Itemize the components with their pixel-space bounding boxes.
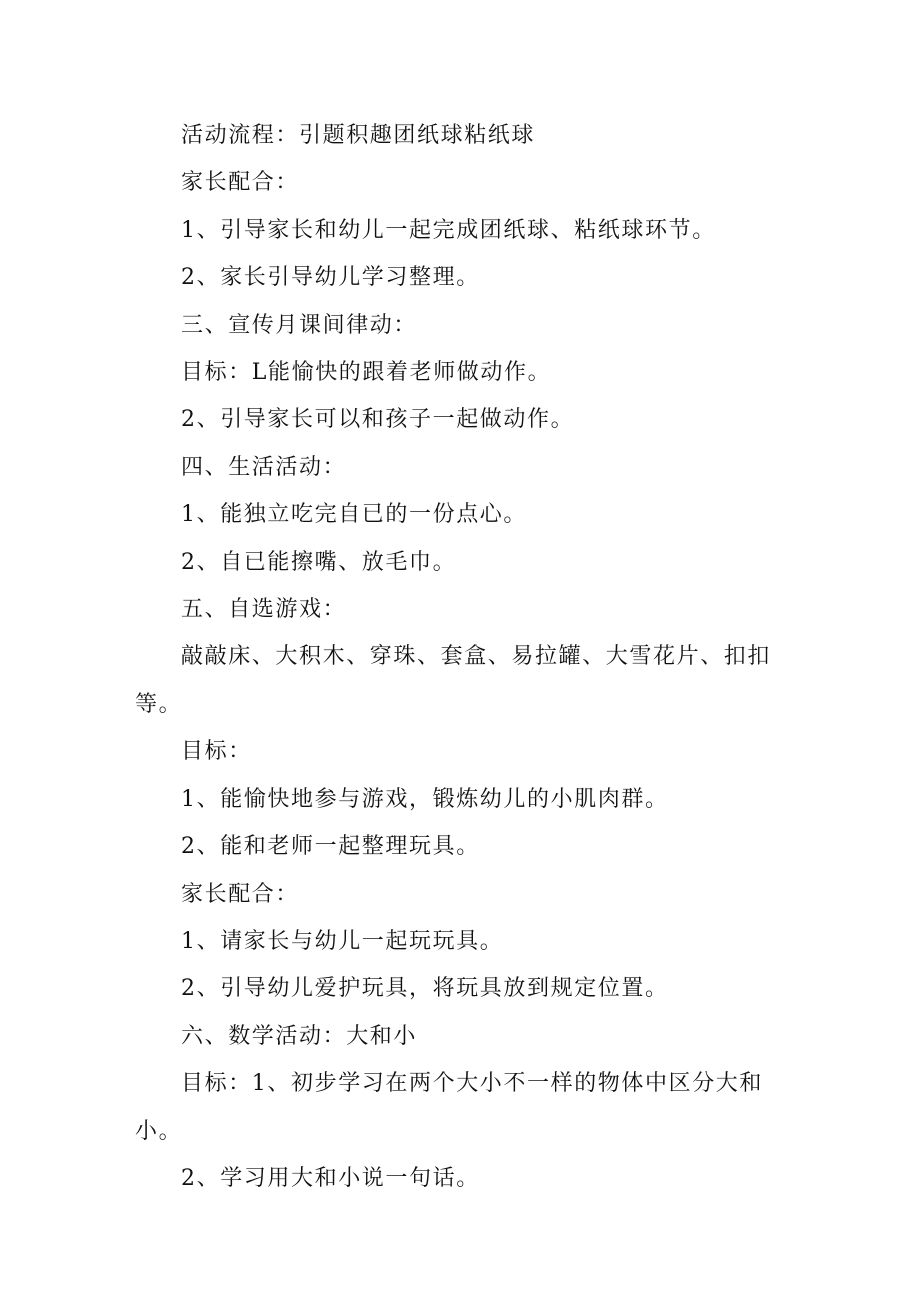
paragraph-item: 2、学习用大和小说一句话。 <box>181 1165 480 1191</box>
paragraph-goal: 目标：L能愉快的跟着老师做动作。 <box>181 360 552 386</box>
paragraph-parent-cooperation-heading: 家长配合： <box>181 170 300 196</box>
paragraph-parent-cooperation-heading: 家长配合： <box>181 881 300 907</box>
paragraph-activity-flow: 活动流程：引题积趣团纸球粘纸球 <box>181 123 536 148</box>
paragraph-goal: 目标：1、初步学习在两个大小不一样的物体中区分大和小。 <box>135 1071 763 1144</box>
paragraph-item: 2、家长引导幼儿学习整理。 <box>181 265 480 291</box>
document-body <box>135 112 775 1202</box>
paragraph-item: 2、引导家长可以和孩子一起做动作。 <box>181 407 575 433</box>
paragraph-item: 2、能和老师一起整理玩具。 <box>181 834 480 860</box>
paragraph-item: 1、请家长与幼儿一起玩玩具。 <box>181 928 504 954</box>
paragraph-item: 1、引导家长和幼儿一起完成团纸球、粘纸球环节。 <box>181 217 716 243</box>
paragraph-item: 2、引导幼儿爱护玩具，将玩具放到规定位置。 <box>181 976 669 1002</box>
section-heading-five: 五、自选游戏： <box>181 597 347 623</box>
paragraph-item: 1、能独立吃完自已的一份点心。 <box>181 502 527 528</box>
section-heading-three: 三、宣传月课间律动： <box>181 312 418 338</box>
paragraph-game-list: 敲敲床、大积木、穿珠、套盒、易拉罐、大雪花片、扣扣等。 <box>135 644 772 717</box>
paragraph-goal-heading: 目标： <box>181 739 252 765</box>
section-heading-four: 四、生活活动： <box>181 454 347 480</box>
paragraph-item: 2、自已能擦嘴、放毛巾。 <box>181 549 457 575</box>
paragraph-item: 1、能愉快地参与游戏，锻炼幼儿的小肌肉群。 <box>181 786 669 812</box>
section-heading-six: 六、数学活动：大和小 <box>181 1023 418 1049</box>
